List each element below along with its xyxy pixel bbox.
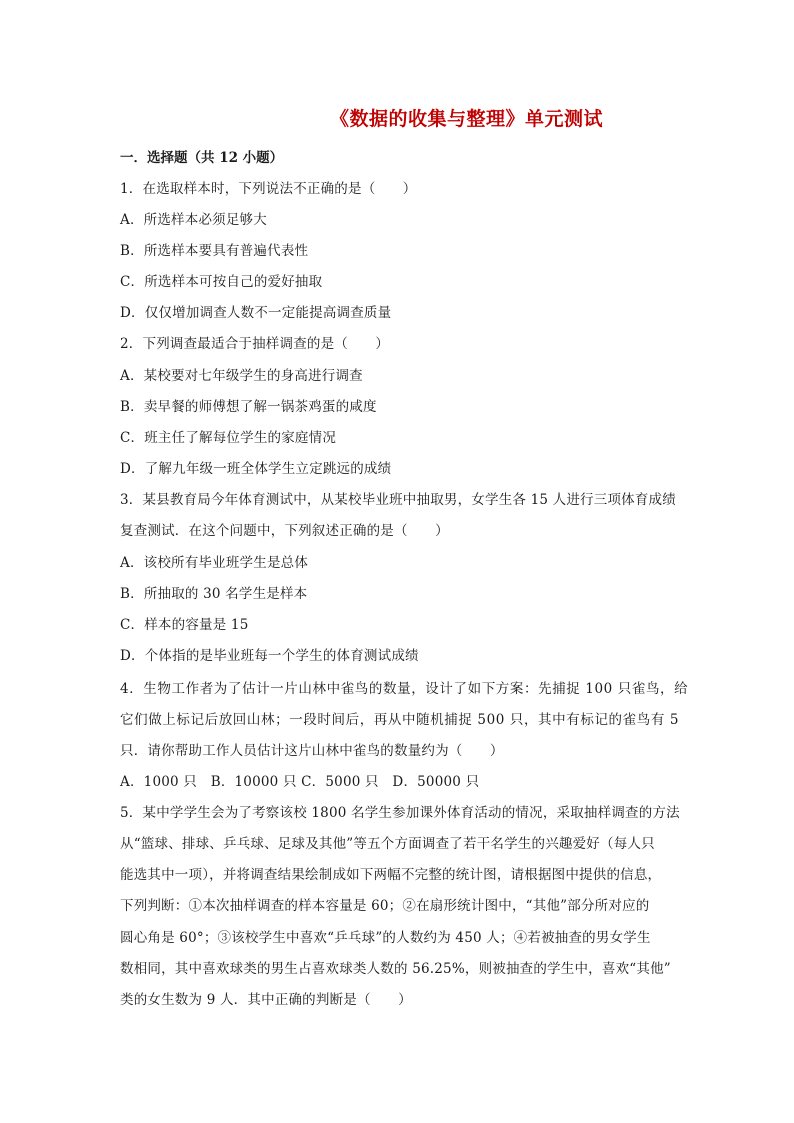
q4-options: A．1000 只 B．10000 只 C．5000 只 D．50000 只 — [120, 774, 480, 790]
q5-stem-line-7: 类的女生数为 9 人．其中正确的判断是（ ） — [120, 992, 412, 1008]
q1-option-d: D．仅仅增加调查人数不一定能提高调查质量 — [120, 305, 392, 321]
q5-stem-line-3: 能选其中一项），并将调查结果绘制成如下两幅不完整的统计图，请根据图中提供的信息， — [120, 867, 662, 883]
q2-option-a: A．某校要对七年级学生的身高进行调查 — [120, 368, 363, 384]
q1-option-c: C．所选样本可按自己的爱好抽取 — [120, 274, 323, 290]
q2-option-c: C．班主任了解每位学生的家庭情况 — [120, 430, 337, 446]
q4-stem-line-1: 4．生物工作者为了估计一片山林中雀鸟的数量，设计了如下方案：先捕捉 100 只雀鸟，给 — [120, 681, 689, 697]
q2-option-b: B．卖早餐的师傅想了解一锅茶鸡蛋的咸度 — [120, 399, 377, 415]
q5-stem-line-1: 5．某中学学生会为了考察该校 1800 名学生参加课外体育活动的情况，采取抽样调查的方法 — [120, 805, 680, 821]
q1-option-b: B．所选样本要具有普遍代表性 — [120, 243, 309, 259]
q1-stem: 1．在选取样本时，下列说法不正确的是（ ） — [120, 181, 417, 197]
q5-stem-line-4: 下列判断：①本次抽样调查的样本容量是 60；②在扇形统计图中，“其他”部分所对应的 — [120, 898, 650, 914]
q3-option-d: D．个体指的是毕业班每一个学生的体育测试成绩 — [120, 648, 419, 664]
q4-stem-line-2: 它们做上标记后放回山林；一段时间后，再从中随机捕捉 500 只，其中有标记的雀鸟有 5 — [120, 712, 680, 728]
document-title: 《数据的收集与整理》单元测试 — [330, 108, 604, 130]
q3-option-b: B．所抽取的 30 名学生是样本 — [120, 586, 308, 602]
q4-stem-line-3: 只．请你帮助工作人员估计这片山林中雀鸟的数量约为（ ） — [120, 743, 504, 759]
q5-stem-line-6: 数相同，其中喜欢球类的男生占喜欢球类人数的 56.25%，则被抽查的学生中，喜欢“其他” — [120, 961, 671, 977]
q3-stem-line-2: 复查测试．在这个问题中，下列叙述正确的是（ ） — [120, 523, 449, 539]
q3-option-a: A．该校所有毕业班学生是总体 — [120, 555, 309, 571]
q5-stem-line-5: 圆心角是 60°；③该校学生中喜欢“乒乓球”的人数约为 450 人；④若被抽查的男女学生 — [120, 930, 651, 946]
section-heading: 一．选择题（共 12 小题） — [120, 150, 284, 166]
q5-stem-line-2: 从“篮球、排球、乒乓球、足球及其他”等五个方面调查了若干名学生的兴趣爱好（每人只 — [120, 836, 655, 852]
q2-stem: 2．下列调查最适合于抽样调查的是（ ） — [120, 336, 390, 352]
q3-stem-line-1: 3．某县教育局今年体育测试中，从某校毕业班中抽取男，女学生各 15 人进行三项体育成绩 — [120, 492, 676, 508]
q1-option-a: A．所选样本必须足够大 — [120, 212, 267, 228]
q3-option-c: C．样本的容量是 15 — [120, 617, 249, 633]
q2-option-d: D．了解九年级一班全体学生立定跳远的成绩 — [120, 461, 392, 477]
